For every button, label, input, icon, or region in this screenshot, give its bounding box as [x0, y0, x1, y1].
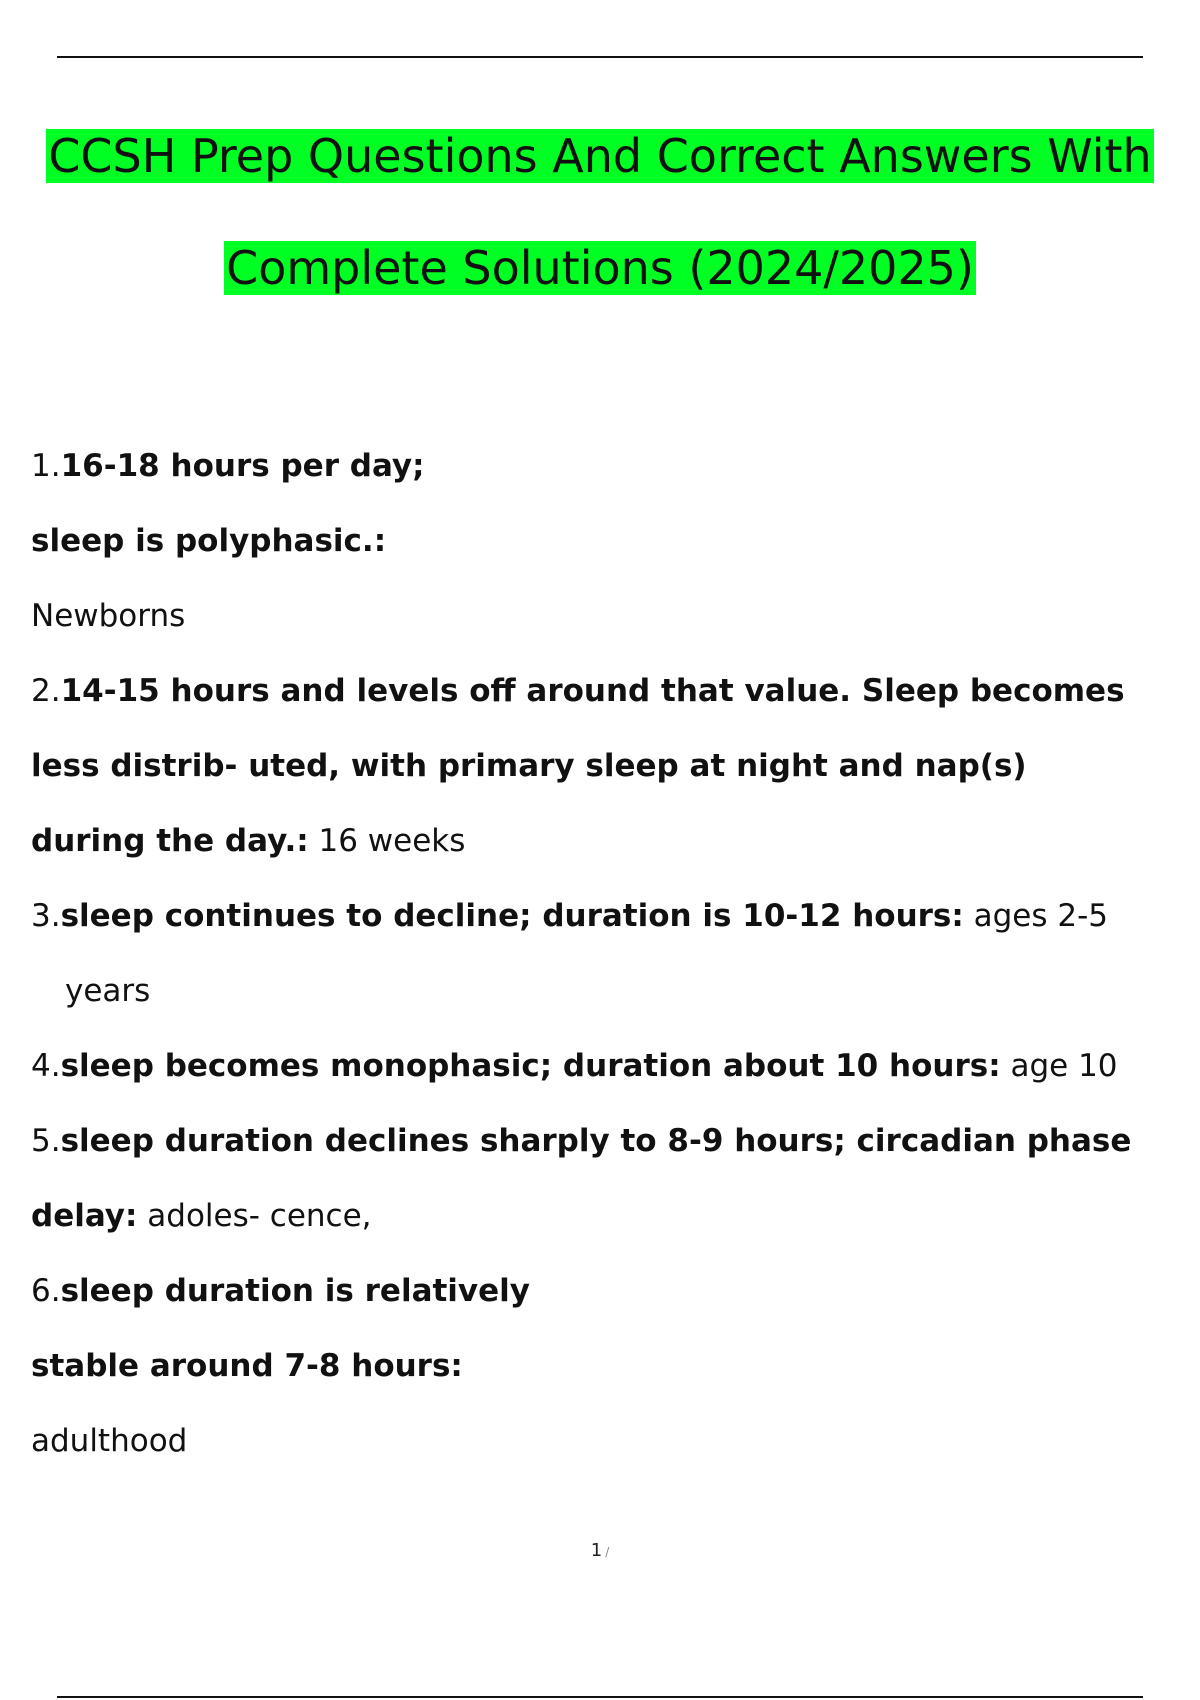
question-text: sleep is polyphasic.: — [31, 523, 387, 559]
bottom-rule — [57, 1696, 1143, 1698]
question-text: 16-18 hours per day; — [60, 448, 425, 484]
list-item-5 — [31, 1104, 1181, 1254]
answer-text: age 10 — [1000, 1048, 1118, 1084]
question-text: sleep duration declines sharply to 8-9 hours; circadian phase — [60, 1123, 1132, 1159]
answer-text: 16 weeks — [308, 823, 466, 859]
item-number: 5. — [31, 1123, 61, 1159]
page-number-suffix: / — [605, 1545, 610, 1559]
page-number-value: 1 — [590, 1540, 603, 1561]
item-number: 1. — [31, 448, 61, 484]
list-item-1 — [31, 429, 1181, 654]
list-item-4 — [31, 1029, 1181, 1104]
title-line-1: CCSH Prep Questions And Correct Answers With — [48, 129, 1152, 183]
question-text: sleep duration is relatively — [60, 1273, 530, 1309]
question-list — [31, 429, 1181, 1479]
question-text: delay: — [31, 1198, 138, 1234]
list-item-2 — [31, 654, 1181, 879]
question-text: less distrib- uted, with primary sleep at night and nap(s) — [31, 748, 1027, 784]
item-number: 2. — [31, 673, 61, 709]
question-text: stable around 7-8 hours: — [31, 1348, 463, 1384]
item-number: 3. — [31, 898, 61, 934]
answer-text: adulthood — [31, 1423, 188, 1459]
answer-text: ages 2-5 — [963, 898, 1109, 934]
question-text: 14-15 hours and levels off around that value. Sleep becomes — [60, 673, 1125, 709]
top-rule — [57, 56, 1143, 58]
answer-text: years — [65, 973, 151, 1009]
question-text: sleep continues to decline; duration is 10-12 hours: — [60, 898, 964, 934]
answer-text: Newborns — [31, 598, 186, 634]
answer-text: adoles- cence, — [137, 1198, 372, 1234]
document-title — [0, 100, 1200, 324]
item-number: 4. — [31, 1048, 61, 1084]
title-line-2: Complete Solutions (2024/2025) — [226, 241, 974, 295]
list-item-6 — [31, 1254, 1181, 1479]
item-number: 6. — [31, 1273, 61, 1309]
question-text: during the day.: — [31, 823, 309, 859]
question-text: sleep becomes monophasic; duration about 10 hours: — [60, 1048, 1001, 1084]
page-number — [0, 1540, 1200, 1561]
list-item-3 — [31, 879, 1181, 1029]
